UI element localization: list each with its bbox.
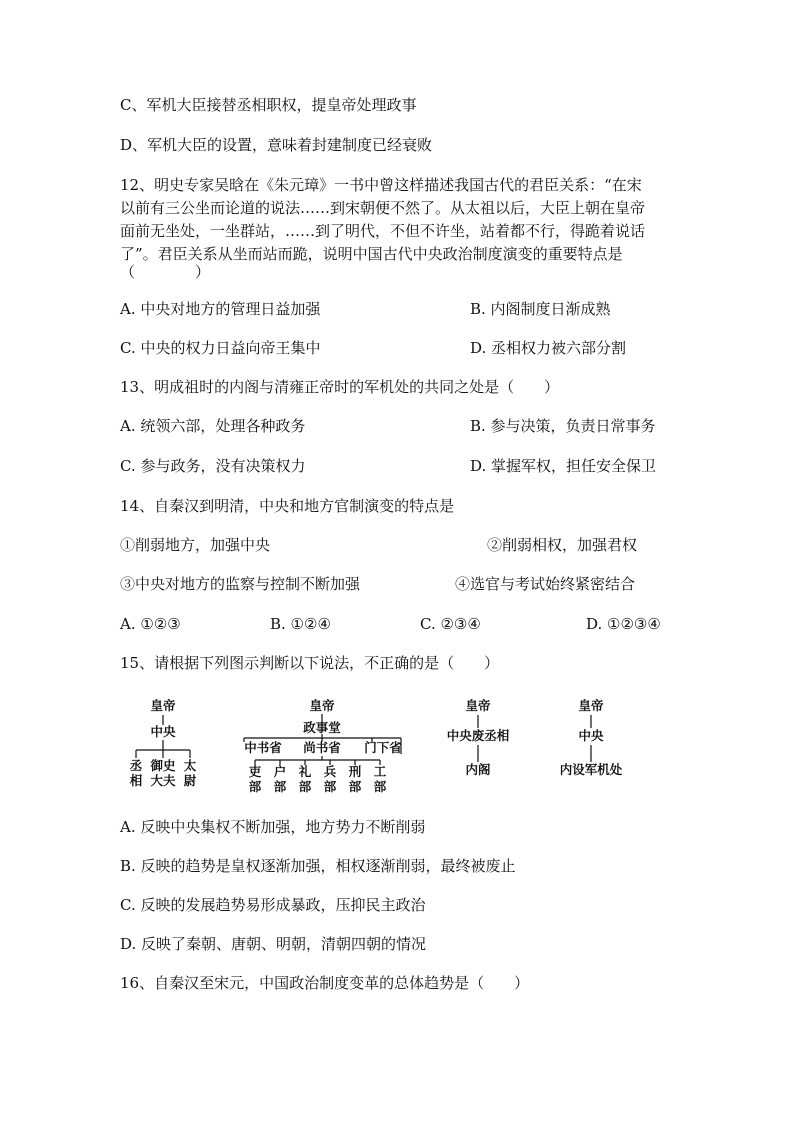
q12-stem-line-4: 了”。君臣关系从坐而站而跪，说明中国古代中央政治制度演变的重要特点是 <box>120 245 623 263</box>
d1-emperor: 皇帝 <box>150 698 176 713</box>
q13-option-a: A. 统领六部，处理各种政务 <box>120 417 306 435</box>
q13-option-c: C. 参与政务，没有决策权力 <box>120 457 306 475</box>
q14-option-d: D. ①②③④ <box>586 615 661 633</box>
q12-option-d: D. 丞相权力被六部分割 <box>470 339 627 357</box>
d3-emperor: 皇帝 <box>465 698 491 713</box>
d2-ministry-rites-1: 礼 <box>298 764 312 779</box>
org-chart-qin <box>130 698 197 788</box>
d1-central: 中央 <box>150 724 176 739</box>
q15-option-c: C. 反映的发展趋势易形成暴政，压抑民主政治 <box>120 896 426 914</box>
d2-hall: 政事堂 <box>303 720 341 735</box>
d2-ministry-works-2: 部 <box>373 779 387 794</box>
q15-option-b: B. 反映的趋势是皇权逐渐加强，相权逐渐削弱，最终被废止 <box>120 857 516 875</box>
q12-stem-line-2: 以前有三公坐而论道的说法……到宋朝便不然了。从太祖以后，大臣上朝在皇帝 <box>120 199 646 217</box>
d1-commander-1: 太 <box>183 758 197 773</box>
d2-department-state: 尚书省 <box>303 740 341 755</box>
d4-emperor: 皇帝 <box>578 698 604 713</box>
option-q11-c: C、军机大臣接替丞相职权，提皇帝处理政事 <box>120 96 417 114</box>
q14-statement-3: ③中央对地方的监察与控制不断加强 <box>120 575 361 593</box>
d2-ministry-works-1: 工 <box>373 764 387 779</box>
q12-option-b: B. 内阁制度日渐成熟 <box>470 300 611 318</box>
d2-ministry-revenue-1: 户 <box>273 764 287 779</box>
option-q11-d: D、军机大臣的设置，意味着封建制度已经衰败 <box>120 136 433 154</box>
d2-ministry-revenue-2: 部 <box>273 779 287 794</box>
d3-central: 中央废丞相 <box>446 728 510 743</box>
q14-option-c: C. ②③④ <box>420 615 481 633</box>
d1-censor-2: 大夫 <box>150 773 176 788</box>
d4-council: 内设军机处 <box>559 762 623 777</box>
q14-option-b: B. ①②④ <box>270 615 331 633</box>
org-chart-ming <box>447 698 510 777</box>
d2-ministry-war-2: 部 <box>323 779 337 794</box>
q12-stem-line-1: 12、明史专家吴晗在《朱元璋》一书中曾这样描述我国古代的君臣关系：“在宋 <box>120 176 642 194</box>
d1-censor-1: 御史 <box>150 758 176 773</box>
q15-stem: 15、请根据下列图示判断以下说法，不正确的是（ ） <box>120 654 500 672</box>
d2-ministry-war-1: 兵 <box>323 764 337 779</box>
q14-stem: 14、自秦汉到明清，中央和地方官制演变的特点是 <box>120 497 455 515</box>
q14-statement-1: ①削弱地方，加强中央 <box>120 536 271 554</box>
d1-chancellor-1: 丞 <box>129 758 143 773</box>
d3-cabinet: 内阁 <box>465 762 491 777</box>
d2-secretariat: 中书省 <box>244 740 282 755</box>
q15-option-d: D. 反映了秦朝、唐朝、明朝，清朝四朝的情况 <box>120 935 427 953</box>
d1-chancellor-2: 相 <box>129 773 143 788</box>
d2-ministry-personnel-1: 吏 <box>248 764 262 779</box>
org-chart-tang <box>244 698 402 794</box>
d2-emperor: 皇帝 <box>309 698 335 713</box>
q13-option-b: B. 参与决策，负责日常事务 <box>470 417 656 435</box>
q16-stem: 16、自秦汉至宋元，中国政治制度变革的总体趋势是（ ） <box>120 974 530 992</box>
q12-option-a: A. 中央对地方的管理日益加强 <box>120 300 321 318</box>
org-chart-qing <box>560 698 623 777</box>
d2-ministry-justice-2: 部 <box>348 779 362 794</box>
d2-ministry-justice-1: 刑 <box>348 764 362 779</box>
d1-commander-2: 尉 <box>183 773 197 788</box>
d2-chancellery: 门下省 <box>364 740 402 755</box>
q12-answer-blank: （ ） <box>120 263 211 281</box>
q14-statement-4: ④选官与考试始终紧密结合 <box>455 575 636 593</box>
d2-ministry-rites-2: 部 <box>298 779 312 794</box>
q14-statement-2: ②削弱相权，加强君权 <box>487 536 638 554</box>
q14-option-a: A. ①②③ <box>120 615 181 633</box>
q15-org-charts <box>0 690 794 800</box>
d2-ministry-personnel-2: 部 <box>248 779 262 794</box>
q13-option-d: D. 掌握军权，担任安全保卫 <box>470 457 657 475</box>
q12-option-c: C. 中央的权力日益向帝王集中 <box>120 339 321 357</box>
d4-central: 中央 <box>578 728 604 743</box>
q12-stem-line-3: 面前无坐处，一坐群站，……到了明代，不但不许坐，站着都不行，得跪着说话 <box>120 222 646 240</box>
q15-option-a: A. 反映中央集权不断加强，地方势力不断削弱 <box>120 818 426 836</box>
q13-stem: 13、明成祖时的内阁与清雍正帝时的军机处的共同之处是（ ） <box>120 378 560 396</box>
